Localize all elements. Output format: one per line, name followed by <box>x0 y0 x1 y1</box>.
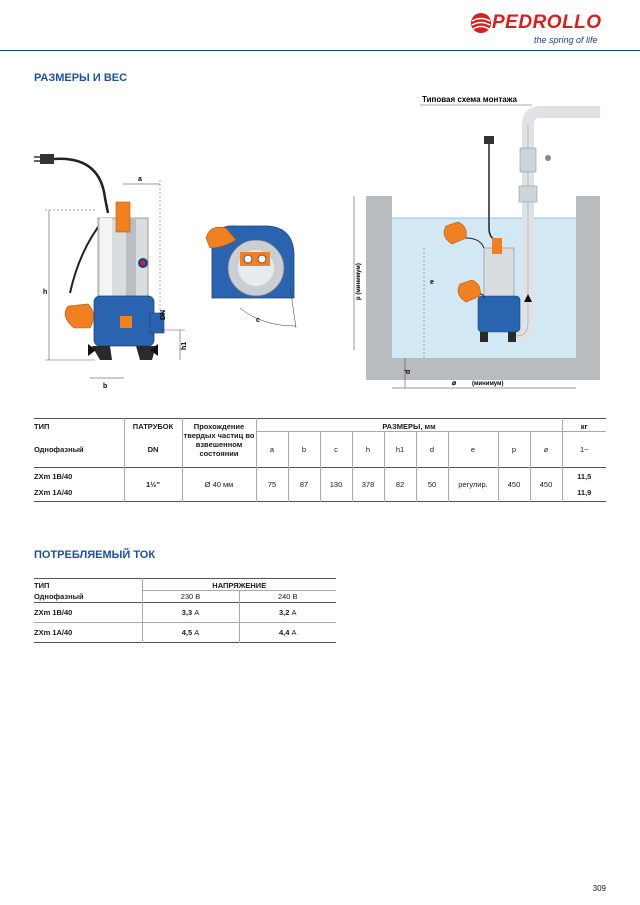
dim-letter: a <box>256 432 288 468</box>
label-d: d <box>405 369 412 374</box>
col-dims: РАЗМЕРЫ, мм <box>256 419 562 432</box>
dim-value: 87 <box>288 468 320 502</box>
dim-value: 378 <box>352 468 384 502</box>
dim-letter: e <box>448 432 498 468</box>
label-c: c <box>256 317 260 324</box>
brand-name: PEDROLLO <box>492 12 602 33</box>
label-h1: h1 <box>181 341 188 350</box>
label-a: a <box>138 176 142 183</box>
col-voltage: НАПРЯЖЕНИЕ <box>142 579 336 591</box>
voltage-240: 240 В <box>239 591 336 603</box>
label-p-min: p (минимум) <box>356 263 362 300</box>
dim-value: 450 <box>530 468 562 502</box>
label-h: h <box>43 289 48 296</box>
col-outlet: ПАТРУБОК <box>124 419 182 432</box>
current-table <box>34 578 336 643</box>
label-diam: ⌀ <box>452 380 457 387</box>
installation-diagram <box>354 95 600 388</box>
col-weight-sub: 1~ <box>562 432 606 468</box>
technical-drawings <box>0 88 640 398</box>
table-row-model: ZXm 1B/40 <box>34 608 73 617</box>
label-e: e <box>430 279 434 286</box>
dim-letter: p <box>498 432 530 468</box>
voltage-230: 230 В <box>142 591 239 603</box>
current-230: 3,3 А <box>142 603 239 623</box>
col-weight: кг <box>562 419 606 432</box>
dimensions-title: РАЗМЕРЫ И ВЕС <box>34 72 128 84</box>
col-type-sub: Однофазный <box>34 591 84 601</box>
dim-letter: h1 <box>384 432 416 468</box>
current-240: 3,2 А <box>239 603 336 623</box>
weight-value: 11,9 <box>562 485 606 502</box>
weight-value: 11,5 <box>562 468 606 485</box>
current-title: ПОТРЕБЛЯЕМЫЙ ТОК <box>34 549 156 561</box>
brand-tagline: the spring of life <box>534 35 598 45</box>
dim-value: 82 <box>384 468 416 502</box>
outlet-value: 1½" <box>124 468 182 502</box>
dim-letter: b <box>288 432 320 468</box>
dim-letter: c <box>320 432 352 468</box>
dim-value: 75 <box>256 468 288 502</box>
dim-value: 50 <box>416 468 448 502</box>
current-230: 4,5 А <box>142 623 239 643</box>
brand-logo <box>470 12 620 48</box>
page-number: 309 <box>592 884 606 893</box>
dim-value: регулир. <box>448 468 498 502</box>
plug-icon <box>40 154 54 164</box>
col-type-sub: Однофазный <box>34 444 84 454</box>
dim-letter: h <box>352 432 384 468</box>
dim-value: 450 <box>498 468 530 502</box>
brand-sphere-icon <box>470 12 492 34</box>
dim-value: 130 <box>320 468 352 502</box>
install-caption: Типовая схема монтажа <box>422 95 517 104</box>
pump-top-view <box>206 226 296 328</box>
label-dn: DN <box>160 309 167 320</box>
dim-letter: ⌀ <box>530 432 562 468</box>
header-rule <box>0 50 640 51</box>
table-row-model: ZXm 1B/40 <box>34 471 73 481</box>
dim-letter: d <box>416 432 448 468</box>
label-b: b <box>103 383 108 390</box>
col-type: ТИП <box>34 422 50 431</box>
table-row-model: ZXm 1A/40 <box>34 628 73 637</box>
col-type: ТИП <box>34 581 50 591</box>
col-solids: Прохождение твердых частиц во взвешенном состоянии <box>182 419 256 468</box>
current-240: 4,4 А <box>239 623 336 643</box>
intake-arrow-icon <box>88 344 96 356</box>
table-row-model: ZXm 1A/40 <box>34 488 73 498</box>
label-diam-min: (минимум) <box>472 381 504 387</box>
pump-side-view <box>34 154 188 390</box>
solids-value: Ø 40 мм <box>182 468 256 502</box>
col-outlet-sub: DN <box>124 432 182 468</box>
dimensions-table <box>34 418 606 502</box>
